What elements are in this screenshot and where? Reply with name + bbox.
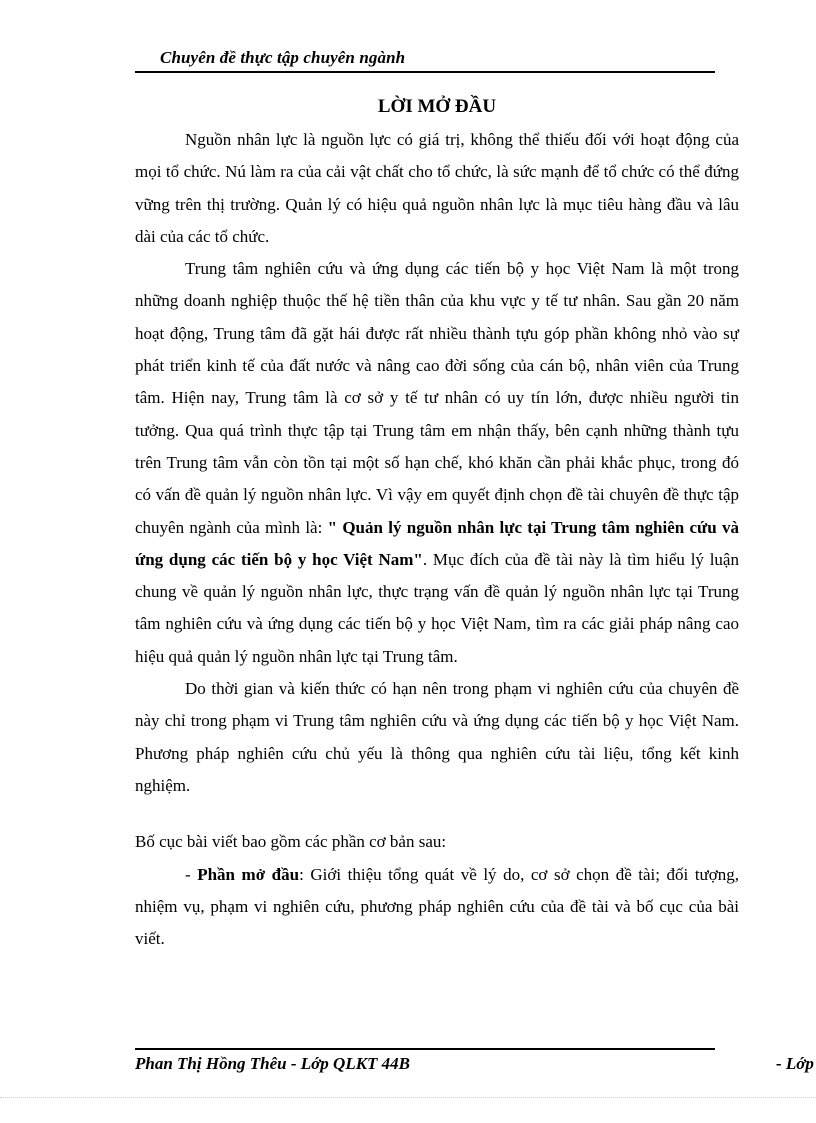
- header-rule: [135, 71, 715, 73]
- document-title: LỜI MỞ ĐẦU: [377, 96, 497, 117]
- list-dash: -: [185, 864, 198, 884]
- paragraph-center-text-2: . Mục đích của đề tài này là tìm hiểu lý luận chung về quản lý nguồn nhân lực, thực trạng vấn đề quản lý nguồn nhân lực tại Trung tâm nghiên cứu và ứng dụng các tiến bộ y học Việt Nam, tìm ra các giải pháp nâng cao hiệu quả quản lý nguồn nhân lực tại Trung tâm.: [135, 549, 739, 666]
- footer-author: Phan Thị Hồng Thêu - Lớp QLKT 44B: [135, 1054, 411, 1073]
- paragraph-scope: Do thời gian và kiến thức có hạn nên trong phạm vi nghiên cứu của chuyên đề này chỉ trong phạm vi Trung tâm nghiên cứu và ứng dụng các tiến bộ y học Việt Nam. Phương pháp nghiên cứu chủ yếu là thông qua nghiên cứu tài liệu, tổng kết kinh nghiệm.: [135, 679, 739, 795]
- page-header-title: Chuyên đề thực tập chuyên ngành: [160, 48, 406, 67]
- part-description: : Giới thiệu tổng quát về lý do, cơ sở chọn đề tài; đối tượng, nhiệm vụ, phạm vi nghiên cứu, phương pháp nghiên cứu của đề tài và bố cục của bài viết.: [135, 864, 739, 949]
- paragraph-center-text-1: Trung tâm nghiên cứu và ứng dụng các tiến bộ y học Việt Nam là một trong những doanh nghiệp thuộc thế hệ tiền thân của khu vực y tế tư nhân. Sau gần 20 năm hoạt động, Trung tâm đã gặt hái được rất nhiều thành tựu góp phần không nhỏ vào sự phát triển kinh tế của đất nước và nâng cao đời sống của cán bộ, nhân viên của Trung tâm. Hiện nay, Trung tâm là cơ sở y tế tư nhân có uy tín lớn, được nhiều người tin tưởng. Qua quá trình thực tập tại Trung tâm em nhận thấy, bên cạnh những thành tựu trên Trung tâm vẫn còn tồn tại một số hạn chế, khó khăn cần phải khắc phục, trong đó có vấn đề quản lý nguồn nhân lực. Vì vậy em quyết định chọn đề tài chuyên đề thực tập chuyên ngành của mình là:: [135, 259, 739, 537]
- document-body: [135, 124, 739, 955]
- paragraph-structure: Bố cục bài viết bao gồm các phần cơ bản sau:: [135, 832, 447, 852]
- page-bottom-border: [0, 1097, 816, 1098]
- paragraph-part-intro: [135, 859, 739, 956]
- part-label: Phần mở đầu: [197, 864, 300, 884]
- paragraph-center: [135, 253, 739, 673]
- footer-class: - Lớp: [776, 1054, 814, 1073]
- footer-rule: [135, 1048, 715, 1050]
- topic-title: " Quản lý nguồn nhân lực tại Trung tâm nghiên cứu và ứng dụng các tiến bộ y học Việt Nam": [135, 517, 739, 569]
- paragraph-intro: Nguồn nhân lực là nguồn lực có giá trị, không thể thiếu đối với hoạt động của mọi tổ chức. Nú làm ra của cải vật chất cho tổ chức, là sức mạnh để tổ chức có thể đứng vững trên thị trường. Quản lý có hiệu quả nguồn nhân lực là mục tiêu hàng đầu và lâu dài của các tổ chức.: [135, 130, 739, 246]
